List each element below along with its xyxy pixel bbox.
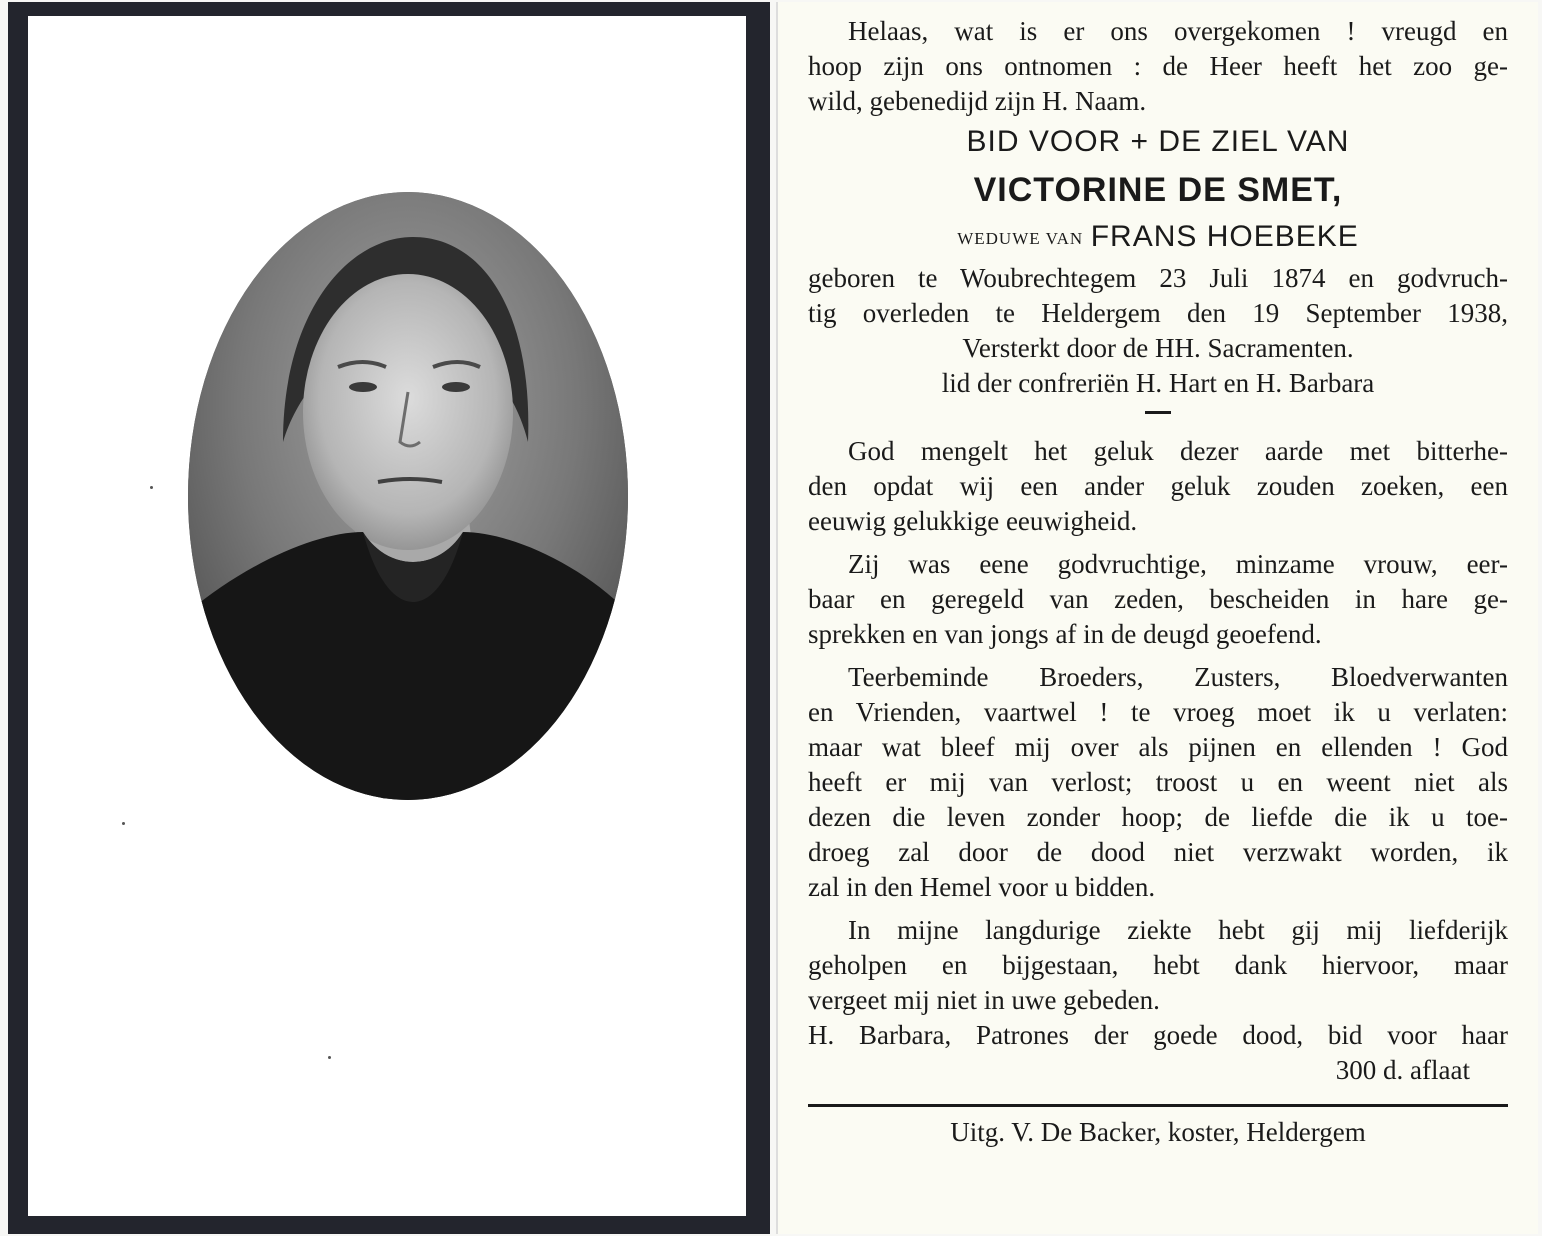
p1-line-2: den opdat wij een ander geluk zouden zoeken, een <box>808 471 1508 502</box>
prayer-heading: BID VOOR + DE ZIEL VAN <box>966 125 1350 158</box>
p3-line-4: heeft er mij van verlost; troost u en weent niet als <box>808 767 1508 798</box>
p2-line-1: Zij was eene godvruchtige, minzame vrouw, eer- <box>848 549 1508 580</box>
p3-line-2: en Vrienden, vaartwel ! te vroeg moet ik u verlaten: <box>808 697 1508 728</box>
scan-speck <box>328 1056 331 1059</box>
intro-line-2: hoop zijn ons ontnomen : de Heer heeft het zoo ge- <box>808 51 1508 81</box>
deceased-name: VICTORINE DE SMET, <box>973 171 1343 209</box>
indulgence-line: 300 d. aflaat <box>1335 1055 1470 1086</box>
p3-line-3: maar wat bleef mij over als pijnen en ellenden ! God <box>808 732 1508 763</box>
invocation-line: H. Barbara, Patrones der goede dood, bid voor haar <box>808 1020 1508 1051</box>
publisher-line: Uitg. V. De Backer, koster, Heldergem <box>950 1117 1366 1148</box>
life-line-1: geboren te Woubrechtegem 23 Juli 1874 en godvruch- <box>808 263 1508 294</box>
p1-line-3: eeuwig gelukkige eeuwigheid. <box>808 506 1138 537</box>
portrait-illustration <box>188 192 628 800</box>
memorial-text <box>808 14 1508 1150</box>
life-line-3: Versterkt door de HH. Sacramenten. <box>962 333 1354 364</box>
life-line-2: tig overleden te Heldergem den 19 September 1938, <box>808 298 1508 329</box>
scan-speck <box>150 486 153 489</box>
widow-line <box>808 215 1508 261</box>
text-card <box>776 2 1538 1234</box>
p3-line-5: dezen die leven zonder hoop; de liefde die ik u toe- <box>808 802 1508 833</box>
p4-line-3: vergeet mij niet in uwe gebeden. <box>808 985 1160 1016</box>
p4-line-1: In mijne langdurige ziekte hebt gij mij liefderijk <box>848 915 1508 946</box>
portrait-photo <box>188 192 628 800</box>
intro-line-3: wild, gebenedijd zijn H. Naam. <box>808 86 1147 116</box>
publisher-rule <box>808 1104 1508 1107</box>
p3-line-7: zal in den Hemel voor u bidden. <box>808 872 1156 903</box>
p2-line-2: baar en geregeld van zeden, bescheiden in hare ge- <box>808 584 1508 615</box>
life-line-4: lid der confreriën H. Hart en H. Barbara <box>941 368 1375 399</box>
photo-card-inner <box>28 16 746 1216</box>
p3-line-1: Teerbeminde Broeders, Zusters, Bloedverwanten <box>848 662 1508 693</box>
p4-line-2: geholpen en bijgestaan, hebt dank hiervoor, maar <box>808 950 1508 981</box>
p3-line-6: droeg zal door de dood niet verzwakt worden, ik <box>808 837 1508 868</box>
photo-card <box>8 2 770 1234</box>
section-divider <box>1145 411 1171 414</box>
p2-line-3: sprekken en van jongs af in de deugd geoefend. <box>808 619 1322 650</box>
widow-prefix: WEDUWE VAN <box>957 229 1084 249</box>
p1-line-1: God mengelt het geluk dezer aarde met bitterhe- <box>848 436 1508 467</box>
spouse-name: FRANS HOEBEKE <box>1090 220 1359 253</box>
intro-line-1: Helaas, wat is er ons overgekomen ! vreugd en <box>848 16 1508 46</box>
scan-speck <box>122 822 125 825</box>
